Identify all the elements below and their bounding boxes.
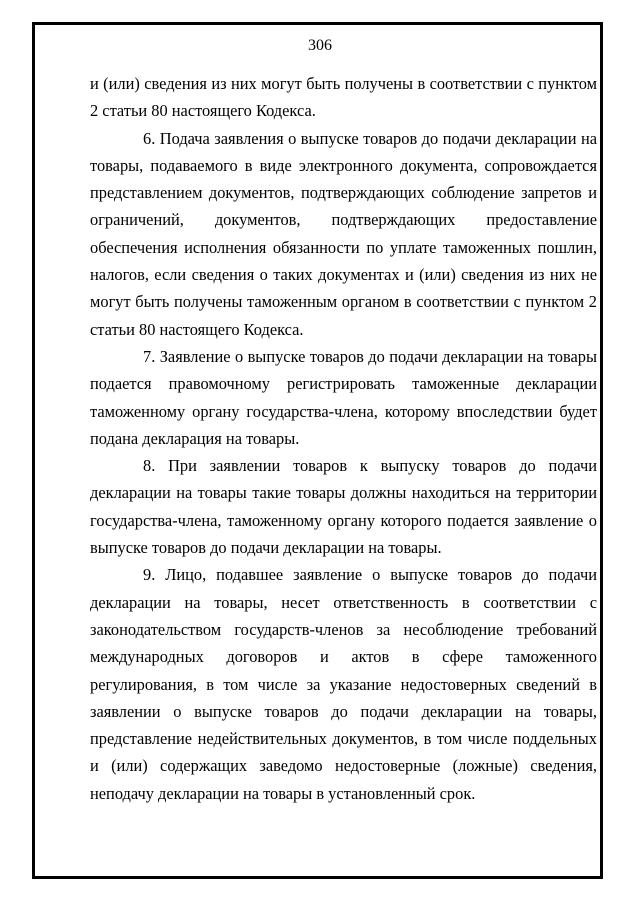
paragraph-9: 9. Лицо, подавшее заявление о выпуске товаров до подачи декларации на товары, несет ответственность в соответствии с законодательством государств-членов за несоблюдение требований международных договоров и актов в сфере таможенного регулирования, в том числе за указание недостоверных сведений в заявлении о выпуске товаров до подачи декларации на товары, представление недействительных документов, в том числе поддельных и (или) содержащих заведомо недостоверные (ложные) сведения, неподачу декларации на товары в установленный срок.: [90, 565, 597, 803]
paragraph-6: 6. Подача заявления о выпуске товаров до подачи декларации на товары, подаваемого в виде электронного документа, сопровождается представлением документов, подтверждающих соблюдение запретов и ограничений, документов, подтверждающих предоставление обеспечения исполнения обязанности по уплате таможенных пошлин, налогов, если сведения о таких документах и (или) сведения из них не могут быть получены таможенным органом в соответствии с пунктом 2 статьи 80 настоящего Кодекса.: [90, 128, 597, 339]
paragraph-continuation: и (или) сведения из них могут быть получены в соответствии с пунктом 2 статьи 80 настоящего Кодекса.: [90, 74, 597, 121]
paragraph-8: 8. При заявлении товаров к выпуску товаров до подачи декларации на товары такие товары должны находиться на территории государства-члена, таможенному органу которого подается заявление о выпуске товаров до подачи декларации на товары.: [90, 456, 597, 558]
page-number: 306: [308, 37, 332, 54]
document-body: [90, 70, 597, 807]
paragraph-7: 7. Заявление о выпуске товаров до подачи декларации на товары подается правомочному регистрировать таможенные декларации таможенному органу государства-члена, которому впоследствии будет подана декларация на товары.: [90, 346, 597, 448]
